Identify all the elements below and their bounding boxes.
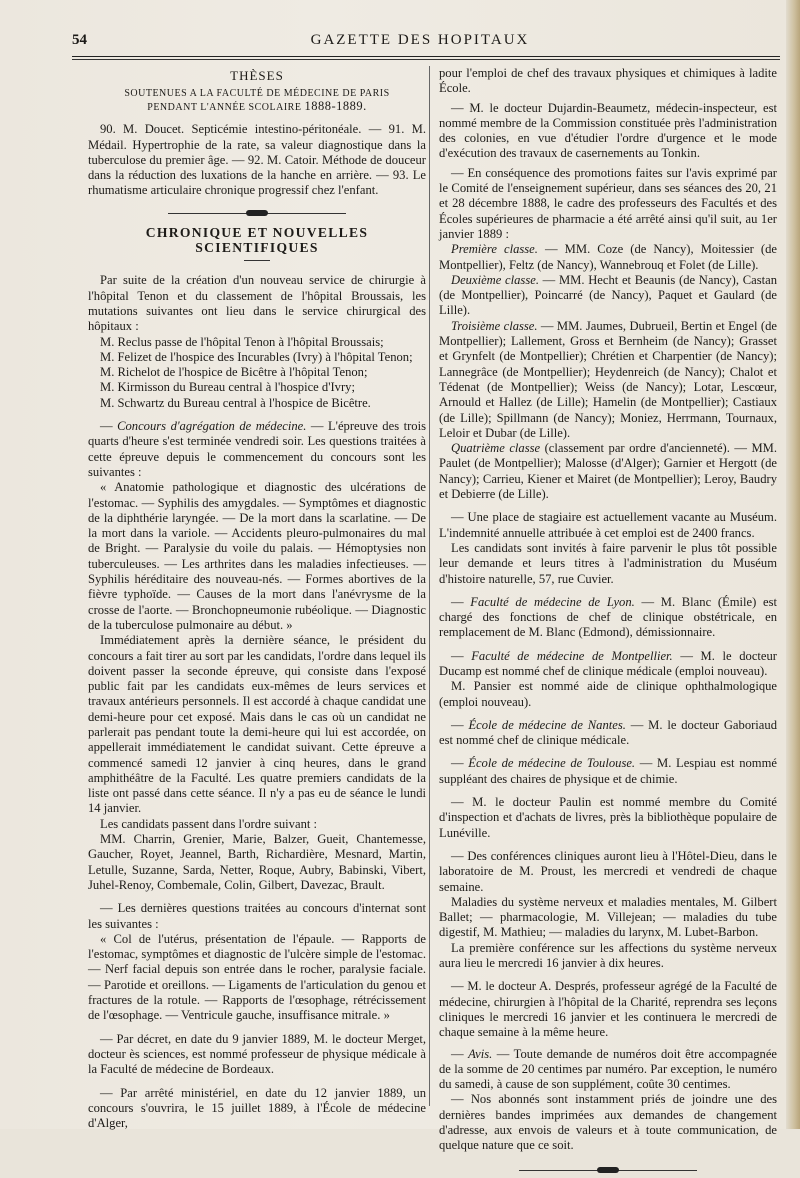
quatrieme-classe — [439, 441, 777, 502]
page-edge — [786, 0, 800, 1129]
theses-subtitle-text: PENDANT L'ANNÉE SCOLAIRE — [147, 102, 302, 114]
promotions-paragraph: — En conséquence des promotions faites sur l'avis exprimé par le Comité de l'enseignement supérieur, dans ses séances des 20, 21 et 28 décembre 1888, le cadre des professeurs des Facultés et des Écoles supérieures de pharmacie a été arrêté ainsi qu'il suit, au 1er janvier 1889 : — [439, 165, 777, 241]
lyon-label: Faculté de médecine de Lyon. — [470, 594, 635, 609]
museum-candidates: Les candidats sont invités à faire parvenir le plus tôt possible leur demande et leurs titres à l'administration du Muséum d'histoire naturelle, 57, rue Cuvier. — [439, 540, 777, 586]
candidates-list: MM. Charrin, Grenier, Marie, Balzer, Gueit, Chantemesse, Gaucher, Royet, Jeannel, Barth, Richardière, Mesnard, Martin, Letulle, Suzanne, Sarda, Netter, Roque, Aubry, Babinski, Vibert, Juhel-Renoy, Combemale, Colin, Gilbert, Davezac, Brault. — [88, 832, 426, 892]
theses-title: THÈSES — [230, 68, 284, 83]
premiere-classe — [439, 242, 777, 273]
theses-year: 1888-1889. — [304, 99, 367, 114]
despres-paragraph: — M. le docteur A. Després, professeur agrégé de la Faculté de médecine, chirurgien à l'hôpital de la Charité, reprendra ses leçons cliniques le mercredi 16 janvier et les continuera le mercredi de chaque semaine à la même heure. — [439, 979, 777, 1040]
theses-subtitle — [88, 87, 426, 114]
concours-text: — L'épreuve des trois quarts d'heure s'est terminée vendredi soir. Les questions traitées à cette épreuve depuis le commencement du concours sont les suivantes : — [88, 419, 426, 479]
museum-paragraph: — Une place de stagiaire est actuellement vacante au Muséum. L'indemnité annuelle attribuée à cet emploi est de 2400 francs. — [439, 510, 777, 540]
chronique-title: CHRONIQUE ET NOUVELLES SCIENTIFIQUES — [145, 224, 369, 256]
merget-decree: — Par décret, en date du 9 janvier 1889, M. le docteur Merget, docteur ès sciences, est nommé professeur de physique médicale à la Faculté de médecine de Bordeaux. — [88, 1031, 426, 1077]
toulouse-paragraph: — École de médecine de Toulouse. — M. Lespiau est nommé suppléant des chaires de physique et de chimie. — [439, 756, 777, 786]
concours-paragraph: — Concours d'agrégation de médecine. — L'épreuve des trois quarts d'heure s'est terminée vendredi soir. Les questions traitées à cette épreuve depuis le commencement du concours sont les suivantes : — [88, 419, 426, 479]
candidates-intro: Les candidats passent dans l'ordre suivant : — [100, 816, 318, 831]
end-ornament — [439, 1166, 777, 1174]
troisieme-classe-label: Troisième classe. — [451, 318, 538, 333]
montpellier-label: Faculté de médecine de Montpellier. — [471, 648, 673, 663]
montpellier-paragraph: — Faculté de médecine de Montpellier. — M. le docteur Ducamp est nommé chef de clinique médicale (emploi nouveau). — [439, 648, 777, 678]
page-header — [60, 30, 780, 50]
premiere-conference: La première conférence sur les affections du système nerveux aura lieu le mercredi 16 janvier à dix heures. — [439, 940, 777, 971]
quatrieme-classe-text: (classement par ordre d'ancienneté). — MM. Paulet (de Montpellier); Malosse (d'Alger); Garnier et Hergott (de Nancy); Carrieu, Kiener et Mairet (de Montpellier); Leroy, Baudry et Debierre (de Lille). — [439, 441, 777, 502]
toulouse-label: École de médecine de Toulouse. — [468, 756, 636, 771]
title-rule — [244, 260, 270, 261]
deuxieme-classe — [439, 273, 777, 319]
journal-title: GAZETTE DES HOPITAUX — [310, 32, 530, 48]
right-column — [439, 66, 777, 1178]
deuxieme-classe-text: — MM. Hecht et Beaunis (de Nancy), Castan (de Montpellier), Poincarré (de Nancy), Paquet et Gaulard (de Lille). — [439, 272, 777, 318]
left-column — [88, 66, 426, 1131]
conferences-paragraph: — Des conférences cliniques auront lieu à l'Hôtel-Dieu, dans le laboratoire de M. Proust, les mercredi et vendredi de chaque semaine. — [439, 848, 777, 894]
theses-body: 90. M. Doucet. Septicémie intestino-péritonéale. — 91. M. Médail. Hypertrophie de la rate, sa valeur diagnostique dans la tuberculose du premier âge. — 92. M. Catoir. Méthode de douceur dans la réduction des luxations de la hanche en arrière. — 93. Le rhumatisme articulaire chronique progressif chez l'enfant. — [88, 122, 426, 198]
paulin-paragraph: — M. le docteur Paulin est nommé membre du Comité d'inspection et d'achats de livres, près la bibliothèque populaire de Lunéville. — [439, 795, 777, 840]
section-ornament — [88, 209, 426, 217]
concours-heading: Concours d'agrégation de médecine. — [117, 419, 307, 434]
page-number: 54 — [72, 32, 87, 48]
header-rule — [72, 56, 780, 57]
mutation-item: M. Schwartz du Bureau central à l'hospice de Bicêtre. — [100, 395, 371, 410]
alger-arrete: — Par arrêté ministériel, en date du 12 janvier 1889, un concours s'ouvrira, le 15 juillet 1889, à l'École de médecine d'Alger, — [88, 1085, 426, 1131]
nantes-label: École de médecine de Nantes. — [468, 717, 626, 732]
nantes-text: — M. le docteur Gaboriaud est nommé chef de clinique médicale. — [439, 717, 777, 748]
avis-paragraph: — Avis. — Toute demande de numéros doit être accompagnée de la somme de 20 centimes par numéro. Par exception, le numéro du samedi, à cause de son supplément, coûte 30 centimes. — [439, 1046, 777, 1092]
deuxieme-classe-label: Deuxième classe. — [451, 272, 539, 287]
internat-intro: — Les dernières questions traitées au concours d'internat sont les suivantes : — [88, 901, 426, 931]
nantes-paragraph: — École de médecine de Nantes. — M. le docteur Gaboriaud est nommé chef de clinique médicale. — [439, 717, 777, 748]
internat-questions: « Col de l'utérus, présentation de l'épaule. — Rapports de l'estomac, symptômes et diagnostic de l'ulcère simple de l'estomac. — Nerf facial depuis son entrée dans le rocher, paralysie faciale. — Parotide et oreillons. — Ligaments de l'articulation du genou et fractures de la rotule. — Rapports de l'œsophage, rétrécissement de l'œsophage. — Ventricule gauche, insuffisance mitrale. » — [88, 931, 426, 1023]
theses-subtitle-line1: SOUTENUES A LA FACULTÉ DE MÉDECINE DE PARIS — [124, 88, 390, 100]
mutation-item: M. Reclus passe de l'hôpital Tenon à l'hôpital Broussais; — [100, 334, 384, 349]
avis-text: — Toute demande de numéros doit être accompagnée de la somme de 20 centimes par numéro. Par exception, le numéro du samedi, à cause de son supplément, coûte 30 centimes. — [439, 1046, 777, 1092]
troisieme-classe-text: — MM. Jaumes, Dubrueil, Bertin et Engel (de Montpellier); Lallement, Gross et Bernheim (de Nancy); Grasset et Grynfelt (de Montpellier); Chrétien et Charpentier (de Nancy); Lannegrâce (de Montpellier); Heydenreich (de Nancy); Chalot et Tédenat (de Montpellier); Weiss (de Nancy); Lotar, Lescœur, Arnould et Hallez (de Lille); Hamelin (de Montpellier); Castiaux (de Lille); Spillmann (de Nancy); Moniez, Herrmann, Tournaux, Leloir et Dubar (de Lille). — [439, 318, 777, 440]
troisieme-classe — [439, 319, 777, 441]
header-rule-thin — [72, 59, 780, 60]
concours-procedure: Immédiatement après la dernière séance, le président du concours a fait tirer au sort par les candidats, l'ordre dans lequel ils doivent passer la seconde épreuve, qui consiste dans l'exposé public fait par les candidats eux-mêmes de leurs services et travaux antérieurs personnels. Il est accordé à chaque candidat une demi-heure pour cet exposé. Mais dans le cas où un candidat ne parlerait pas pendant toute la demi-heure qui lui est accordée, on appellerait immédiatement le candidat suivant. Cette épreuve a commencé samedi 12 janvier à cinq heures, dans le grand amphithéâtre de la Faculté. Les quatre premiers candidats de la liste ont passé dans cette séance. Il n'y a pas eu de séance le lundi 14 janvier. — [88, 633, 426, 816]
mutation-item: M. Felizet de l'hospice des Incurables (Ivry) à l'hôpital Tenon; — [100, 349, 413, 364]
montpellier-text: — M. le docteur Ducamp est nommé chef de clinique médicale (emploi nouveau). — [439, 648, 777, 678]
pansier-paragraph: M. Pansier est nommé aide de clinique ophthalmologique (emploi nouveau). — [439, 679, 777, 709]
maladies-paragraph: Maladies du système nerveux et maladies mentales, M. Gilbert Ballet; — pharmacologie, M. Villejean; — maladies du tube digestif, M. Mathieu; — maladies du larynx, M. Lubet-Barbon. — [439, 894, 777, 940]
toulouse-text: — M. Lespiau est nommé suppléant des chaires de physique et de chimie. — [439, 756, 777, 786]
ornament-mark — [246, 210, 268, 216]
concours-questions: « Anatomie pathologique et diagnostic des ulcérations de l'estomac. — Syphilis des amygdales. — Symptômes et diagnostic de la diphthérie laryngée. — De la mort dans la scarlatine. — De la mort dans la variole. — Accidents pleuro-pulmonaires du mal de Bright. — Paralysie du voile du palais. — Hémoptysies non tuberculeuses. — Les arthrites dans les maladies infectieuses. — Syphilis héréditaire des nouveau-nés. — Formes abortives de la fièvre typhoïde. — Causes de la mort dans l'anévrysme de la crosse de l'aorte. — Bronchopneumonie rubéolique. — Diagnostic de la tuberculose pulmonaire au début. » — [88, 480, 426, 632]
column-divider — [429, 66, 430, 1106]
abonnes-paragraph: — Nos abonnés sont instamment priés de joindre une des dernières bandes imprimées aux demandes de changement d'adresse, aux envois de valeurs et à toute communication, de quelque nature que ce soit. — [439, 1092, 777, 1153]
quatrieme-classe-label: Quatrième classe — [451, 441, 541, 456]
mutation-item: M. Kirmisson du Bureau central à l'hospice d'Ivry; — [100, 380, 355, 395]
premiere-classe-label: Première classe. — [451, 242, 538, 257]
ornament-mark — [597, 1167, 619, 1173]
mutation-item: M. Richelot de l'hospice de Bicêtre à l'hôpital Tenon; — [100, 365, 368, 380]
alger-continuation: pour l'emploi de chef des travaux physiques et chimiques à ladite École. — [439, 66, 777, 96]
theses-subtitle-line2 — [88, 100, 426, 114]
lyon-text: — M. Blanc (Émile) est chargé des fonctions de chef de clinique obstétricale, en remplacement de M. Blanc (Edmond), démissionnaire. — [439, 594, 777, 640]
avis-label: Avis. — [468, 1046, 493, 1061]
lyon-paragraph: — Faculté de médecine de Lyon. — M. Blanc (Émile) est chargé des fonctions de chef de clinique obstétricale, en remplacement de M. Blanc (Edmond), démissionnaire. — [439, 594, 777, 640]
dujardin-paragraph: — M. le docteur Dujardin-Beaumetz, médecin-inspecteur, est nommé membre de la Commission constituée près l'administration des colonies, en vue d'étudier l'ordre d'urgence et le mode d'exécution des travaux de casernements au Tonkin. — [439, 100, 777, 161]
premiere-classe-text: — MM. Coze (de Nancy), Moitessier (de Montpellier), Feltz (de Nancy), Wannebrouq et Folet (de Lille). — [439, 242, 778, 272]
chronique-intro: Par suite de la création d'un nouveau service de chirurgie à l'hôpital Tenon et du classement de l'hôpital Broussais, les mutations suivantes ont lieu dans le service chirurgical des hôpitaux : — [88, 273, 426, 334]
